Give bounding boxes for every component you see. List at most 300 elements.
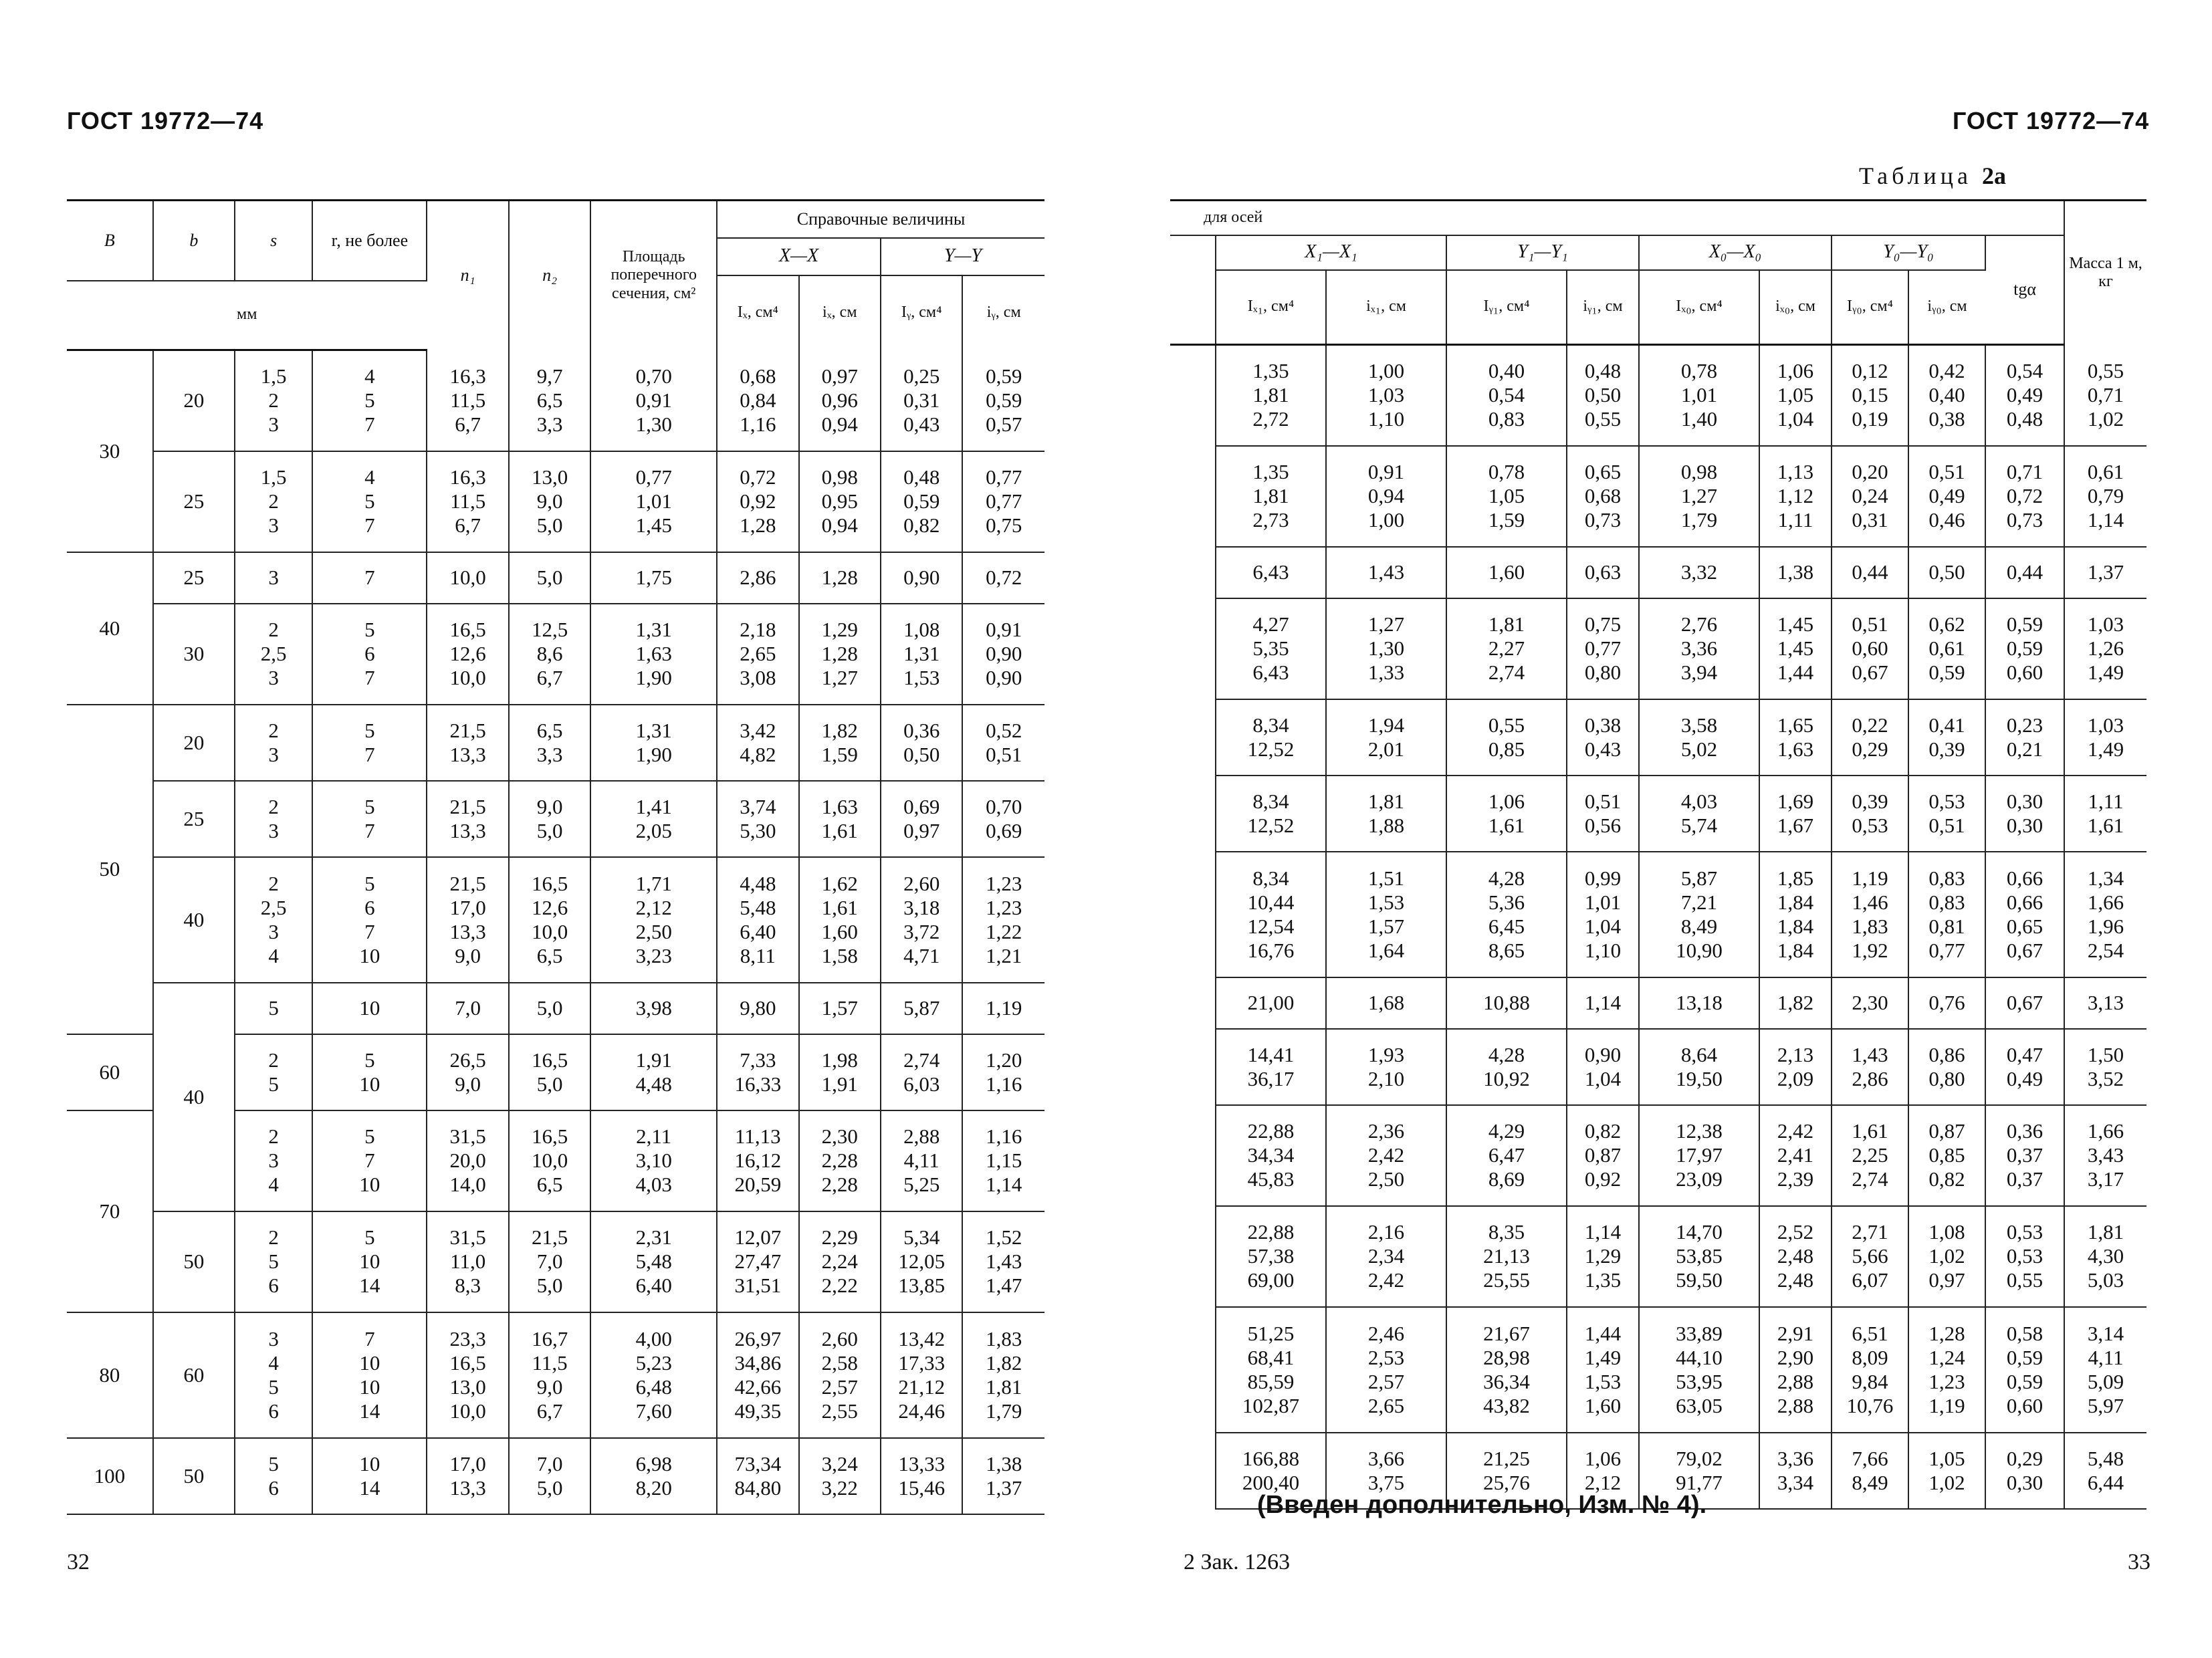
cell-Ix1: 4,27 5,35 6,43 [1216,598,1326,699]
cell-A: 3,98 [590,983,717,1034]
spacer-cell [1170,345,1216,446]
cell-ix0: 3,36 3,34 [1759,1433,1832,1509]
cell-iy: 0,70 0,69 [962,781,1044,857]
cell-Ix1: 14,41 36,17 [1216,1029,1326,1105]
cell-n2: 9,0 5,0 [509,781,590,857]
cell-Ix1: 22,88 57,38 69,00 [1216,1206,1326,1307]
cell-Ix1: 21,00 [1216,977,1326,1029]
cell-Iy1: 0,55 0,85 [1446,699,1567,776]
cell-ix0: 1,69 1,67 [1759,776,1832,852]
cell-iy0: 0,41 0,39 [1908,699,1985,776]
cell-r: 5 7 [312,705,427,781]
spacer-cell [1170,446,1216,547]
cell-tg: 0,47 0,49 [1985,1029,2064,1105]
cell-ix1: 1,00 1,03 1,10 [1326,345,1446,446]
cell-Ix0: 8,64 19,50 [1639,1029,1759,1105]
cell-ix: 1,82 1,59 [799,705,881,781]
cell-s: 1,5 2 3 [235,451,312,552]
cell-ix: 2,60 2,58 2,57 2,55 [799,1312,881,1438]
col-ix1-header: iₓ₁, см [1326,270,1446,345]
cell-Ix1: 8,34 12,52 [1216,776,1326,852]
right-page-number: 33 [2128,1550,2150,1574]
table-row [1170,699,2146,776]
table-row [1170,1206,2146,1307]
axis-x0-header: X₀—X₀ [1639,235,1832,270]
cell-ix0: 2,52 2,48 2,48 [1759,1206,1832,1307]
cell-Iy0: 7,66 8,49 [1832,1433,1908,1509]
cell-s: 2 5 [235,1034,312,1110]
cell-r: 7 [312,552,427,604]
cell-b: 40 [153,857,235,983]
cell-ix: 1,62 1,61 1,60 1,58 [799,857,881,983]
cell-Iy0: 0,12 0,15 0,19 [1832,345,1908,446]
axes-header: для осей [1170,201,2064,235]
cell-B: 100 [67,1438,153,1514]
cell-b: 30 [153,604,235,705]
cell-Iy0: 6,51 8,09 9,84 10,76 [1832,1307,1908,1433]
cell-Ix: 3,42 4,82 [717,705,798,781]
spacer-cell [1170,1433,1216,1509]
cell-tg: 0,30 0,30 [1985,776,2064,852]
table-row [1170,852,2146,977]
cell-Ix0: 14,70 53,85 59,50 [1639,1206,1759,1307]
cell-Iy1: 1,06 1,61 [1446,776,1567,852]
cell-ix0: 1,06 1,05 1,04 [1759,345,1832,446]
cell-ix1: 2,36 2,42 2,50 [1326,1105,1446,1206]
cell-s: 2 3 4 [235,1110,312,1211]
cell-n2: 21,5 7,0 5,0 [509,1211,590,1312]
col-n1-header: n₁ [427,201,508,350]
cell-r: 5 10 14 [312,1211,427,1312]
cell-iy0: 0,86 0,80 [1908,1029,1985,1105]
col-B-header: B [67,201,153,281]
table-row [1170,1307,2146,1433]
cell-r: 5 6 7 10 [312,857,427,983]
cell-Iy: 0,48 0,59 0,82 [881,451,962,552]
cell-iy0: 0,76 [1908,977,1985,1029]
cell-ix1: 2,16 2,34 2,42 [1326,1206,1446,1307]
cell-B: 30 [67,350,153,552]
cell-A: 1,41 2,05 [590,781,717,857]
right-page-header: ГОСТ 19772—74 [1953,107,2150,134]
cell-Iy1: 1,81 2,27 2,74 [1446,598,1567,699]
cell-tg: 0,59 0,59 0,60 [1985,598,2064,699]
cell-Ix1: 8,34 12,52 [1216,699,1326,776]
spacer-cell [1170,1105,1216,1206]
table-row [67,350,1044,451]
cell-tg: 0,23 0,21 [1985,699,2064,776]
cell-A: 0,77 1,01 1,45 [590,451,717,552]
cell-Iy0: 0,44 [1832,547,1908,598]
cell-ix0: 1,13 1,12 1,11 [1759,446,1832,547]
cell-ix1: 1,51 1,53 1,57 1,64 [1326,852,1446,977]
cell-Ix0: 0,98 1,27 1,79 [1639,446,1759,547]
cell-n2: 7,0 5,0 [509,1438,590,1514]
cell-r: 10 14 [312,1438,427,1514]
cell-ix: 0,98 0,95 0,94 [799,451,881,552]
col-n2-header: n₂ [509,201,590,350]
cell-s: 2 3 [235,705,312,781]
cell-b: 25 [153,552,235,604]
cell-ix: 1,28 [799,552,881,604]
cell-iy: 1,20 1,16 [962,1034,1044,1110]
cell-n1: 16,3 11,5 6,7 [427,350,508,451]
cell-Ix: 11,13 16,12 20,59 [717,1110,798,1211]
cell-iy0: 0,62 0,61 0,59 [1908,598,1985,699]
cell-iy0: 0,87 0,85 0,82 [1908,1105,1985,1206]
left-table [67,199,1044,1515]
table-row [67,857,1044,983]
axis-x1-header: X₁—X₁ [1216,235,1446,270]
col-Iy0-header: Iᵧ₀, см⁴ [1832,270,1908,345]
cell-B: 80 [67,1312,153,1438]
cell-b: 50 [153,1211,235,1312]
col-tg-header: tgα [1985,235,2064,345]
cell-ix: 3,24 3,22 [799,1438,881,1514]
cell-m: 3,14 4,11 5,09 5,97 [2064,1307,2146,1433]
cell-tg: 0,36 0,37 0,37 [1985,1105,2064,1206]
table-row [67,1211,1044,1312]
cell-s: 2 2,5 3 4 [235,857,312,983]
cell-Iy: 0,36 0,50 [881,705,962,781]
cell-Iy1: 10,88 [1446,977,1567,1029]
cell-A: 2,31 5,48 6,40 [590,1211,717,1312]
cell-Iy: 5,34 12,05 13,85 [881,1211,962,1312]
cell-Ix: 7,33 16,33 [717,1034,798,1110]
col-s-header: s [235,201,312,281]
cell-A: 1,71 2,12 2,50 3,23 [590,857,717,983]
cell-iy: 0,72 [962,552,1044,604]
cell-B: 40 [67,552,153,705]
mm-unit-header: мм [67,281,427,350]
cell-Ix: 12,07 27,47 31,51 [717,1211,798,1312]
cell-n1: 21,5 17,0 13,3 9,0 [427,857,508,983]
cell-iy1: 0,75 0,77 0,80 [1567,598,1639,699]
cell-n2: 6,5 3,3 [509,705,590,781]
cell-r: 4 5 7 [312,451,427,552]
cell-m: 1,66 3,43 3,17 [2064,1105,2146,1206]
spacer-cell [1170,547,1216,598]
cell-Iy0: 0,22 0,29 [1832,699,1908,776]
col-Iy-header: Iᵧ, см⁴ [881,275,962,350]
cell-Iy: 1,08 1,31 1,53 [881,604,962,705]
cell-Iy1: 8,35 21,13 25,55 [1446,1206,1567,1307]
amendment-note: (Введен дополнительно, Изм. № 4). [1257,1491,1707,1519]
cell-Ix: 0,72 0,92 1,28 [717,451,798,552]
cell-m: 1,11 1,61 [2064,776,2146,852]
spacer-cell [1170,1206,1216,1307]
cell-n1: 16,3 11,5 6,7 [427,451,508,552]
cell-Iy0: 1,61 2,25 2,74 [1832,1105,1908,1206]
table-row [67,781,1044,857]
cell-s: 5 [235,983,312,1034]
cell-tg: 0,66 0,66 0,65 0,67 [1985,852,2064,977]
cell-A: 2,11 3,10 4,03 [590,1110,717,1211]
cell-Ix: 73,34 84,80 [717,1438,798,1514]
ref-values-header: Справочные величины [717,201,1044,238]
order-number: 2 Зак. 1263 [1184,1550,1291,1574]
cell-ix: 2,29 2,24 2,22 [799,1211,881,1312]
cell-B: 50 [67,705,153,1034]
cell-iy0: 0,50 [1908,547,1985,598]
cell-iy: 1,16 1,15 1,14 [962,1110,1044,1211]
cell-Ix: 2,18 2,65 3,08 [717,604,798,705]
cell-tg: 0,44 [1985,547,2064,598]
spacer-cell [1170,852,1216,977]
right-table [1170,199,2146,1510]
table-row [1170,446,2146,547]
cell-b: 50 [153,1438,235,1514]
cell-n1: 21,5 13,3 [427,705,508,781]
axis-y1-header: Y₁—Y₁ [1446,235,1639,270]
cell-m: 1,37 [2064,547,2146,598]
col-mass-header: Масса 1 м, кг [2064,201,2146,345]
cell-ix0: 2,13 2,09 [1759,1029,1832,1105]
table-row [1170,598,2146,699]
cell-ix: 1,57 [799,983,881,1034]
cell-b: 40 [153,983,235,1211]
cell-A: 4,00 5,23 6,48 7,60 [590,1312,717,1438]
cell-n1: 7,0 [427,983,508,1034]
cell-m: 1,03 1,26 1,49 [2064,598,2146,699]
cell-A: 1,75 [590,552,717,604]
cell-ix1: 1,93 2,10 [1326,1029,1446,1105]
cell-tg: 0,53 0,53 0,55 [1985,1206,2064,1307]
cell-ix: 1,98 1,91 [799,1034,881,1110]
cell-n2: 16,5 12,6 10,0 6,5 [509,857,590,983]
cell-iy1: 1,14 1,29 1,35 [1567,1206,1639,1307]
spacer-cell [1170,598,1216,699]
cell-ix0: 2,91 2,90 2,88 2,88 [1759,1307,1832,1433]
cell-n1: 21,5 13,3 [427,781,508,857]
cell-s: 2 3 [235,781,312,857]
cell-A: 1,31 1,63 1,90 [590,604,717,705]
table-row [1170,776,2146,852]
table-row [67,983,1044,1034]
spacer-cell [1170,1307,1216,1433]
col-area-header: Площадь поперечного сечения, см² [590,201,717,350]
cell-iy: 0,77 0,77 0,75 [962,451,1044,552]
cell-Iy: 13,42 17,33 21,12 24,46 [881,1312,962,1438]
cell-n1: 17,0 13,3 [427,1438,508,1514]
cell-Iy1: 21,67 28,98 36,34 43,82 [1446,1307,1567,1433]
table-row [67,604,1044,705]
cell-b: 25 [153,451,235,552]
cell-Iy0: 0,20 0,24 0,31 [1832,446,1908,547]
col-Iy1-header: Iᵧ₁, см⁴ [1446,270,1567,345]
cell-s: 3 [235,552,312,604]
cell-iy0: 0,42 0,40 0,38 [1908,345,1985,446]
cell-iy: 1,19 [962,983,1044,1034]
cell-b: 20 [153,705,235,781]
cell-n1: 31,5 20,0 14,0 [427,1110,508,1211]
col-Ix1-header: Iₓ₁, см⁴ [1216,270,1326,345]
cell-iy: 0,52 0,51 [962,705,1044,781]
cell-iy1: 0,90 1,04 [1567,1029,1639,1105]
cell-ix1: 2,46 2,53 2,57 2,65 [1326,1307,1446,1433]
cell-m: 5,48 6,44 [2064,1433,2146,1509]
cell-Ix0: 3,58 5,02 [1639,699,1759,776]
cell-Ix1: 8,34 10,44 12,54 16,76 [1216,852,1326,977]
cell-Ix0: 79,02 91,77 [1639,1433,1759,1509]
cell-iy0: 1,05 1,02 [1908,1433,1985,1509]
table-row [1170,547,2146,598]
cell-m: 1,34 1,66 1,96 2,54 [2064,852,2146,977]
cell-n2: 16,5 5,0 [509,1034,590,1110]
cell-Ix: 9,80 [717,983,798,1034]
cell-s: 2 5 6 [235,1211,312,1312]
cell-B: 70 [67,1110,153,1312]
col-iy-header: iᵧ, см [986,304,1021,322]
cell-Iy: 0,25 0,31 0,43 [881,350,962,451]
cell-Ix1: 1,35 1,81 2,73 [1216,446,1326,547]
cell-B: 60 [67,1034,153,1110]
cell-Ix0: 13,18 [1639,977,1759,1029]
cell-n2: 5,0 [509,552,590,604]
cell-tg: 0,29 0,30 [1985,1433,2064,1509]
cell-iy1: 0,82 0,87 0,92 [1567,1105,1639,1206]
cell-Iy1: 21,25 25,76 [1446,1433,1567,1509]
cell-Iy: 2,88 4,11 5,25 [881,1110,962,1211]
cell-Iy0: 1,43 2,86 [1832,1029,1908,1105]
table-row [1170,1105,2146,1206]
cell-Ix0: 2,76 3,36 3,94 [1639,598,1759,699]
cell-ix: 2,30 2,28 2,28 [799,1110,881,1211]
cell-n2: 5,0 [509,983,590,1034]
cell-iy1: 1,06 2,12 [1567,1433,1639,1509]
col-b-header: b [153,201,235,281]
table-row [1170,345,2146,446]
cell-tg: 0,54 0,49 0,48 [1985,345,2064,446]
cell-r: 5 7 10 [312,1110,427,1211]
table-row [67,552,1044,604]
cell-Iy: 0,90 [881,552,962,604]
cell-iy0: 0,53 0,51 [1908,776,1985,852]
spacer-cell [1170,776,1216,852]
cell-iy: 1,23 1,23 1,22 1,21 [962,857,1044,983]
cell-iy: 0,91 0,90 0,90 [962,604,1044,705]
cell-Iy: 2,60 3,18 3,72 4,71 [881,857,962,983]
cell-b: 20 [153,350,235,451]
cell-Ix0: 0,78 1,01 1,40 [1639,345,1759,446]
cell-ix0: 2,42 2,41 2,39 [1759,1105,1832,1206]
cell-ix1: 1,94 2,01 [1326,699,1446,776]
cell-A: 6,98 8,20 [590,1438,717,1514]
cell-ix1: 0,91 0,94 1,00 [1326,446,1446,547]
cell-iy: 1,83 1,82 1,81 1,79 [962,1312,1044,1438]
table-row [67,705,1044,781]
cell-ix1: 3,66 3,75 [1326,1433,1446,1509]
cell-m: 0,61 0,79 1,14 [2064,446,2146,547]
cell-Iy1: 1,60 [1446,547,1567,598]
col-r-header: r, не более [312,201,427,281]
cell-Ix: 26,97 34,86 42,66 49,35 [717,1312,798,1438]
cell-n1: 23,3 16,5 13,0 10,0 [427,1312,508,1438]
cell-m: 1,81 4,30 5,03 [2064,1206,2146,1307]
cell-Ix: 0,68 0,84 1,16 [717,350,798,451]
cell-iy1: 0,48 0,50 0,55 [1567,345,1639,446]
table-caption: Таблица 2а [1859,162,2006,189]
cell-Iy: 5,87 [881,983,962,1034]
cell-n2: 16,5 10,0 6,5 [509,1110,590,1211]
cell-s: 1,5 2 3 [235,350,312,451]
cell-iy1: 0,99 1,01 1,04 1,10 [1567,852,1639,977]
cell-b: 25 [153,781,235,857]
cell-r: 7 10 10 14 [312,1312,427,1438]
cell-r: 5 6 7 [312,604,427,705]
cell-r: 10 [312,983,427,1034]
cell-Iy1: 4,28 5,36 6,45 8,65 [1446,852,1567,977]
cell-r: 5 10 [312,1034,427,1110]
cell-s: 3 4 5 6 [235,1312,312,1438]
cell-ix: 1,29 1,28 1,27 [799,604,881,705]
cell-Ix: 2,86 [717,552,798,604]
cell-tg: 0,67 [1985,977,2064,1029]
col-ix0-header: iₓ₀, см [1759,270,1832,345]
cell-Iy: 2,74 6,03 [881,1034,962,1110]
cell-n1: 26,5 9,0 [427,1034,508,1110]
cell-ix0: 1,65 1,63 [1759,699,1832,776]
cell-A: 0,70 0,91 1,30 [590,350,717,451]
left-page-number: 32 [67,1550,90,1574]
cell-iy1: 0,38 0,43 [1567,699,1639,776]
cell-n1: 31,5 11,0 8,3 [427,1211,508,1312]
axis-xx-header: X—X [717,238,881,275]
cell-iy1: 0,65 0,68 0,73 [1567,446,1639,547]
cell-Ix1: 51,25 68,41 85,59 102,87 [1216,1307,1326,1433]
cell-ix1: 1,27 1,30 1,33 [1326,598,1446,699]
cell-Iy1: 0,78 1,05 1,59 [1446,446,1567,547]
cell-iy: 1,52 1,43 1,47 [962,1211,1044,1312]
cell-Ix0: 5,87 7,21 8,49 10,90 [1639,852,1759,977]
cell-Ix0: 33,89 44,10 53,95 63,05 [1639,1307,1759,1433]
cell-n1: 10,0 [427,552,508,604]
cell-n2: 9,7 6,5 3,3 [509,350,590,451]
cell-r: 5 7 [312,781,427,857]
cell-n1: 16,5 12,6 10,0 [427,604,508,705]
cell-tg: 0,58 0,59 0,59 0,60 [1985,1307,2064,1433]
cell-Iy0: 2,30 [1832,977,1908,1029]
cell-Iy0: 2,71 5,66 6,07 [1832,1206,1908,1307]
cell-Ix0: 4,03 5,74 [1639,776,1759,852]
left-page-header: ГОСТ 19772—74 [67,107,264,134]
table-row [1170,1029,2146,1105]
cell-Iy0: 0,51 0,60 0,67 [1832,598,1908,699]
cell-ix0: 1,38 [1759,547,1832,598]
cell-iy0: 0,51 0,49 0,46 [1908,446,1985,547]
cell-iy: 0,59 0,59 0,57 [962,350,1044,451]
col-iy1-header: iᵧ₁, см [1567,270,1639,345]
cell-iy0: 1,28 1,24 1,23 1,19 [1908,1307,1985,1433]
col-ix-header: iₓ, см [799,275,881,350]
cell-tg: 0,71 0,72 0,73 [1985,446,2064,547]
col-Ix0-header: Iₓ₀, см⁴ [1639,270,1759,345]
cell-Ix1: 1,35 1,81 2,72 [1216,345,1326,446]
cell-iy1: 0,63 [1567,547,1639,598]
table-row [67,1312,1044,1438]
cell-ix0: 1,82 [1759,977,1832,1029]
col-Ix-header: Iₓ, см⁴ [717,275,798,350]
cell-ix: 0,97 0,96 0,94 [799,350,881,451]
cell-Iy0: 1,19 1,46 1,83 1,92 [1832,852,1908,977]
cell-Iy1: 4,28 10,92 [1446,1029,1567,1105]
cell-ix0: 1,85 1,84 1,84 1,84 [1759,852,1832,977]
cell-m: 1,50 3,52 [2064,1029,2146,1105]
cell-n2: 16,7 11,5 9,0 6,7 [509,1312,590,1438]
cell-Iy1: 4,29 6,47 8,69 [1446,1105,1567,1206]
cell-Iy0: 0,39 0,53 [1832,776,1908,852]
cell-iy1: 0,51 0,56 [1567,776,1639,852]
